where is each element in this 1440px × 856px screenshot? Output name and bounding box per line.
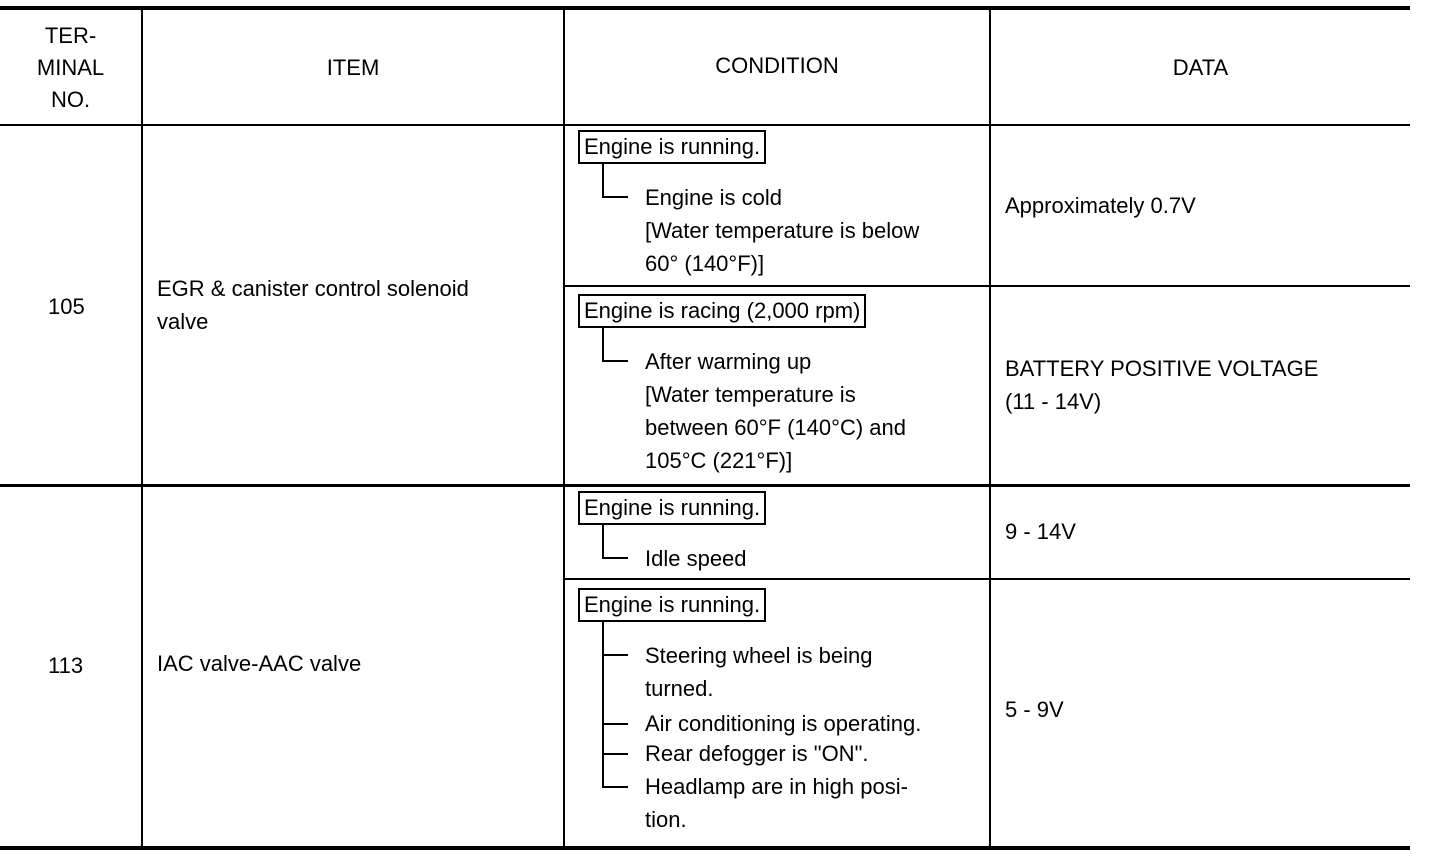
tree-connector <box>602 164 604 198</box>
condition-box: Engine is running. <box>578 130 766 164</box>
item-name-line2: valve <box>157 309 209 334</box>
header-condition: CONDITION <box>715 53 839 78</box>
row2-condition-divider <box>564 578 1410 580</box>
condition-detail: tion. <box>645 807 687 832</box>
condition-detail: Steering wheel is being <box>645 643 873 668</box>
condition-detail: 105°C (221°F)] <box>645 448 793 473</box>
col-divider-3 <box>989 8 991 848</box>
condition-detail: Air conditioning is operating. <box>645 711 922 736</box>
header-terminal <box>0 20 141 116</box>
header-terminal-line1: TER- <box>44 23 97 48</box>
tree-connector <box>602 723 628 725</box>
row-divider <box>0 484 1410 487</box>
condition-detail: turned. <box>645 676 714 701</box>
condition-detail: After warming up <box>645 349 812 374</box>
data-value: 9 - 14V <box>1005 519 1076 544</box>
item-name-line1: IAC valve-AAC valve <box>157 651 362 676</box>
tree-connector <box>602 328 604 362</box>
header-bottom-rule <box>0 124 1410 126</box>
tree-connector <box>602 360 628 362</box>
table-bottom-rule <box>0 846 1410 850</box>
table-top-rule <box>0 6 1410 10</box>
header-data: DATA <box>1172 55 1229 80</box>
data-value: 5 - 9V <box>1005 697 1064 722</box>
terminal-number: 113 <box>48 653 84 678</box>
condition-box: Engine is racing (2,000 rpm) <box>578 294 866 328</box>
data-value: Approximately 0.7V <box>1005 193 1196 218</box>
data-value: BATTERY POSITIVE VOLTAGE <box>1005 356 1319 381</box>
header-terminal-line2: MINAL <box>36 55 105 80</box>
header-terminal-line3: NO. <box>50 87 91 112</box>
condition-box: Engine is running. <box>578 588 766 622</box>
tree-connector <box>602 753 628 755</box>
col-divider-2 <box>563 8 565 848</box>
col-divider-1 <box>141 8 143 848</box>
tree-connector <box>602 786 628 788</box>
condition-detail: Headlamp are in high posi- <box>645 774 908 799</box>
tree-connector <box>602 525 604 559</box>
condition-detail: [Water temperature is below <box>645 218 920 243</box>
terminal-number: 105 <box>48 294 85 319</box>
header-item: ITEM <box>326 55 380 80</box>
condition-detail: Idle speed <box>645 546 747 571</box>
condition-box: Engine is running. <box>578 491 766 525</box>
tree-connector <box>602 196 628 198</box>
data-value: (11 - 14V) <box>1005 389 1102 414</box>
condition-detail: Rear defogger is "ON". <box>645 741 869 766</box>
tree-connector <box>602 654 628 656</box>
tree-connector <box>602 622 604 788</box>
row1-condition-divider <box>564 285 1410 287</box>
condition-detail: between 60°F (140°C) and <box>645 415 906 440</box>
condition-detail: [Water temperature is <box>645 382 856 407</box>
tree-connector <box>602 557 628 559</box>
condition-detail: Engine is cold <box>645 185 782 210</box>
item-name-line1: EGR & canister control solenoid <box>157 276 469 301</box>
condition-detail: 60° (140°F)] <box>645 251 765 276</box>
